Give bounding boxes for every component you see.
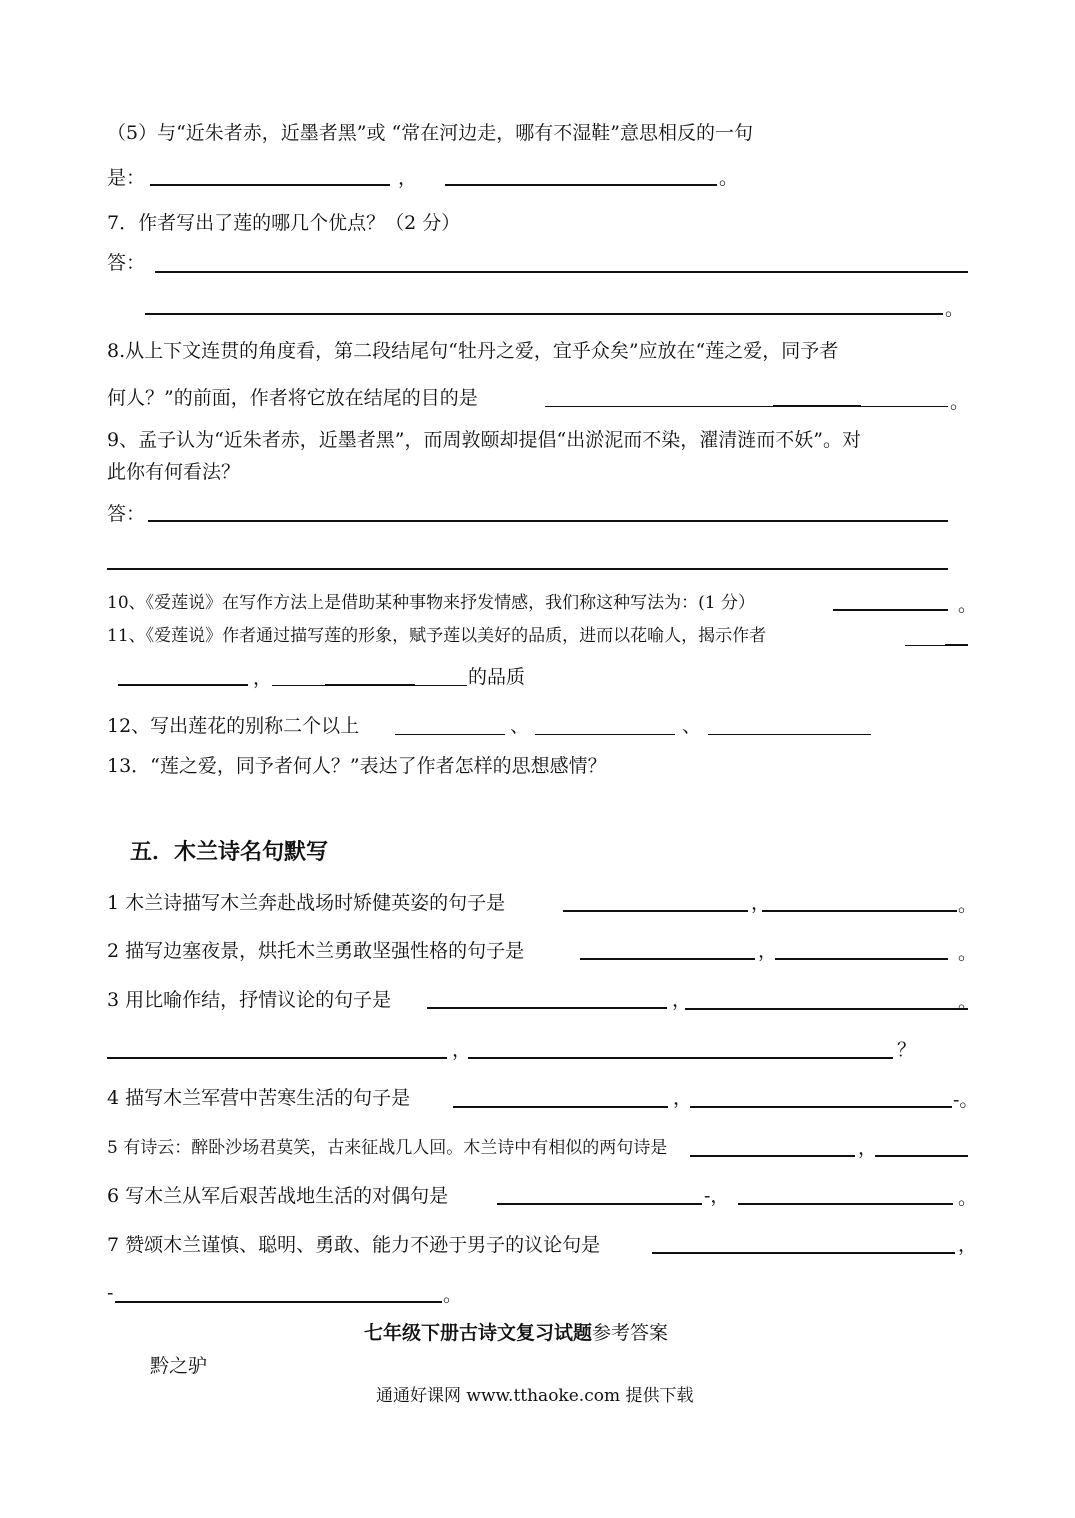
q11-blank-2[interactable] — [118, 684, 248, 686]
answers-title-bold: 七年级下册古诗文复习试题 — [364, 1322, 593, 1344]
s5-item-7-comma: ， — [958, 1234, 978, 1256]
q7-text: 7．作者写出了莲的哪几个优点？（2 分） — [107, 212, 461, 234]
s5-item-1-comma: ， — [751, 892, 771, 914]
s5-item-1: 1 木兰诗描写木兰奔赴战场时矫健英姿的句子是 — [107, 892, 506, 914]
q10-blank[interactable] — [833, 609, 948, 611]
s5-item-3-question: ？ — [897, 1039, 917, 1061]
s5-item-2-blank-1[interactable] — [580, 958, 755, 960]
s5-item-3-blank-3[interactable] — [107, 1057, 447, 1059]
s5-item-4-blank-1[interactable] — [453, 1106, 668, 1108]
s5-item-2-blank-2[interactable] — [775, 958, 948, 960]
s5-item-3: 3 用比喻作结，抒情议论的句子是 — [107, 989, 392, 1011]
s5-item-7: 7 赞颂木兰谨慎、聪明、勇敢、能力不逊于男子的议论句是 — [107, 1234, 601, 1256]
s5-item-4-comma: ， — [673, 1087, 693, 1109]
q12-sep-1: 、 — [510, 715, 530, 737]
q12-blank-2[interactable] — [535, 734, 675, 735]
footer-text: 通通好课网 www.tthaoke.com 提供下载 — [376, 1386, 694, 1406]
q9-answer-line-2[interactable] — [107, 568, 948, 570]
answers-title-normal: 参考答案 — [592, 1322, 669, 1344]
s5-item-7-end: 。 — [443, 1284, 463, 1306]
q8-blank[interactable] — [545, 406, 948, 407]
q11-line1: 11、《爱莲说》作者通过描写莲的形象，赋予莲以美好的品质，进而以花喻人，揭示作者 — [107, 626, 767, 646]
s5-item-7-blank-2[interactable] — [115, 1301, 442, 1303]
section5-heading: 五．木兰诗名句默写 — [130, 840, 329, 865]
q5-blank-2[interactable] — [445, 184, 717, 186]
s5-item-4-end: -。 — [953, 1089, 979, 1111]
q8-end: 。 — [950, 391, 970, 413]
s5-item-2: 2 描写边塞夜景，烘托木兰勇敢坚强性格的句子是 — [107, 940, 525, 962]
q5-line1: （5）与“近朱者赤，近墨者黑”或 “常在河边走，哪有不湿鞋”意思相反的一句 — [107, 122, 753, 144]
s5-item-1-blank-1[interactable] — [563, 910, 748, 912]
q12-blank-1[interactable] — [395, 734, 505, 735]
q11-end: 的品质 — [468, 666, 526, 688]
s5-item-7-blank-1[interactable] — [652, 1252, 955, 1254]
q5-line2 — [107, 165, 145, 191]
q7-answer-label: 答： — [107, 252, 146, 274]
answers-title — [364, 1320, 668, 1346]
s5-item-7-dash: - — [107, 1282, 114, 1304]
q10-end: 。 — [958, 594, 978, 616]
s5-item-6-dash-comma: -， — [704, 1185, 730, 1207]
s5-item-4-blank-2[interactable] — [690, 1106, 952, 1108]
q11-blank-1-bold — [945, 644, 968, 646]
s5-item-3-comma: ， — [672, 989, 692, 1011]
s5-item-5-blank-2[interactable] — [875, 1155, 968, 1157]
answers-first-item: 黔之驴 — [150, 1355, 208, 1377]
q7-end: 。 — [945, 298, 965, 320]
s5-item-3-blank-4[interactable] — [468, 1057, 893, 1059]
q9-answer-label: 答： — [107, 503, 146, 525]
s5-item-1-end: 。 — [958, 894, 978, 916]
q8-line1: 8.从上下文连贯的角度看，第二段结尾句“牡丹之爱，宜乎众矣”应放在“莲之爱，同予者 — [107, 340, 839, 362]
q11-blank-3-bold — [325, 684, 415, 686]
q9-line2: 此你有何看法？ — [107, 461, 241, 483]
q8-line2: 何人？”的前面，作者将它放在结尾的目的是 — [107, 387, 478, 409]
q7-answer-line-2[interactable] — [145, 313, 943, 315]
s5-item-2-comma: ， — [758, 940, 778, 962]
q13-text: 13．“莲之爱，同予者何人？”表达了作者怎样的思想感情？ — [107, 755, 607, 777]
q10-text: 10、《爱莲说》在写作方法上是借助某种事物来抒发情感，我们称这种写法为：(1 分） — [107, 593, 755, 613]
q5-blank-1[interactable] — [150, 184, 390, 186]
s5-item-3-blank-1[interactable] — [427, 1007, 667, 1009]
q9-line1: 9、孟子认为“近朱者赤，近墨者黑”，而周敦颐却提倡“出淤泥而不染，濯清涟而不妖”。对 — [107, 429, 861, 451]
s5-item-5-blank-1[interactable] — [690, 1155, 855, 1157]
s5-item-1-blank-2[interactable] — [762, 910, 957, 912]
s5-item-3-comma-2: ， — [452, 1039, 472, 1061]
q9-answer-line-1[interactable] — [148, 520, 948, 522]
s5-item-5-comma: ， — [858, 1137, 878, 1159]
s5-item-4: 4 描写木兰军营中苦寒生活的句子是 — [107, 1087, 411, 1109]
q5-end: 。 — [719, 167, 739, 189]
s5-item-6: 6 写木兰从军后艰苦战地生活的对偶句是 — [107, 1185, 449, 1207]
q5-comma: ， — [398, 167, 418, 189]
s5-item-2-end: 。 — [958, 942, 978, 964]
q12-text: 12、写出莲花的别称二个以上 — [107, 715, 360, 737]
s5-item-6-blank-1[interactable] — [497, 1203, 702, 1205]
q12-sep-2: 、 — [682, 715, 702, 737]
s5-item-3-end: 。 — [958, 991, 978, 1013]
q11-comma: ， — [253, 667, 273, 689]
q8-blank-bold-segment — [773, 405, 861, 407]
s5-item-6-blank-2[interactable] — [738, 1203, 953, 1205]
s5-item-5: 5 有诗云：醉卧沙场君莫笑，古来征战几人回。木兰诗中有相似的两句诗是 — [107, 1138, 668, 1158]
s5-item-6-end: 。 — [958, 1187, 978, 1209]
s5-item-3-blank-2[interactable] — [685, 1008, 968, 1010]
q5-prefix: 是： — [107, 167, 146, 189]
q7-answer-line-1[interactable] — [155, 271, 968, 273]
q12-blank-3[interactable] — [708, 734, 871, 735]
